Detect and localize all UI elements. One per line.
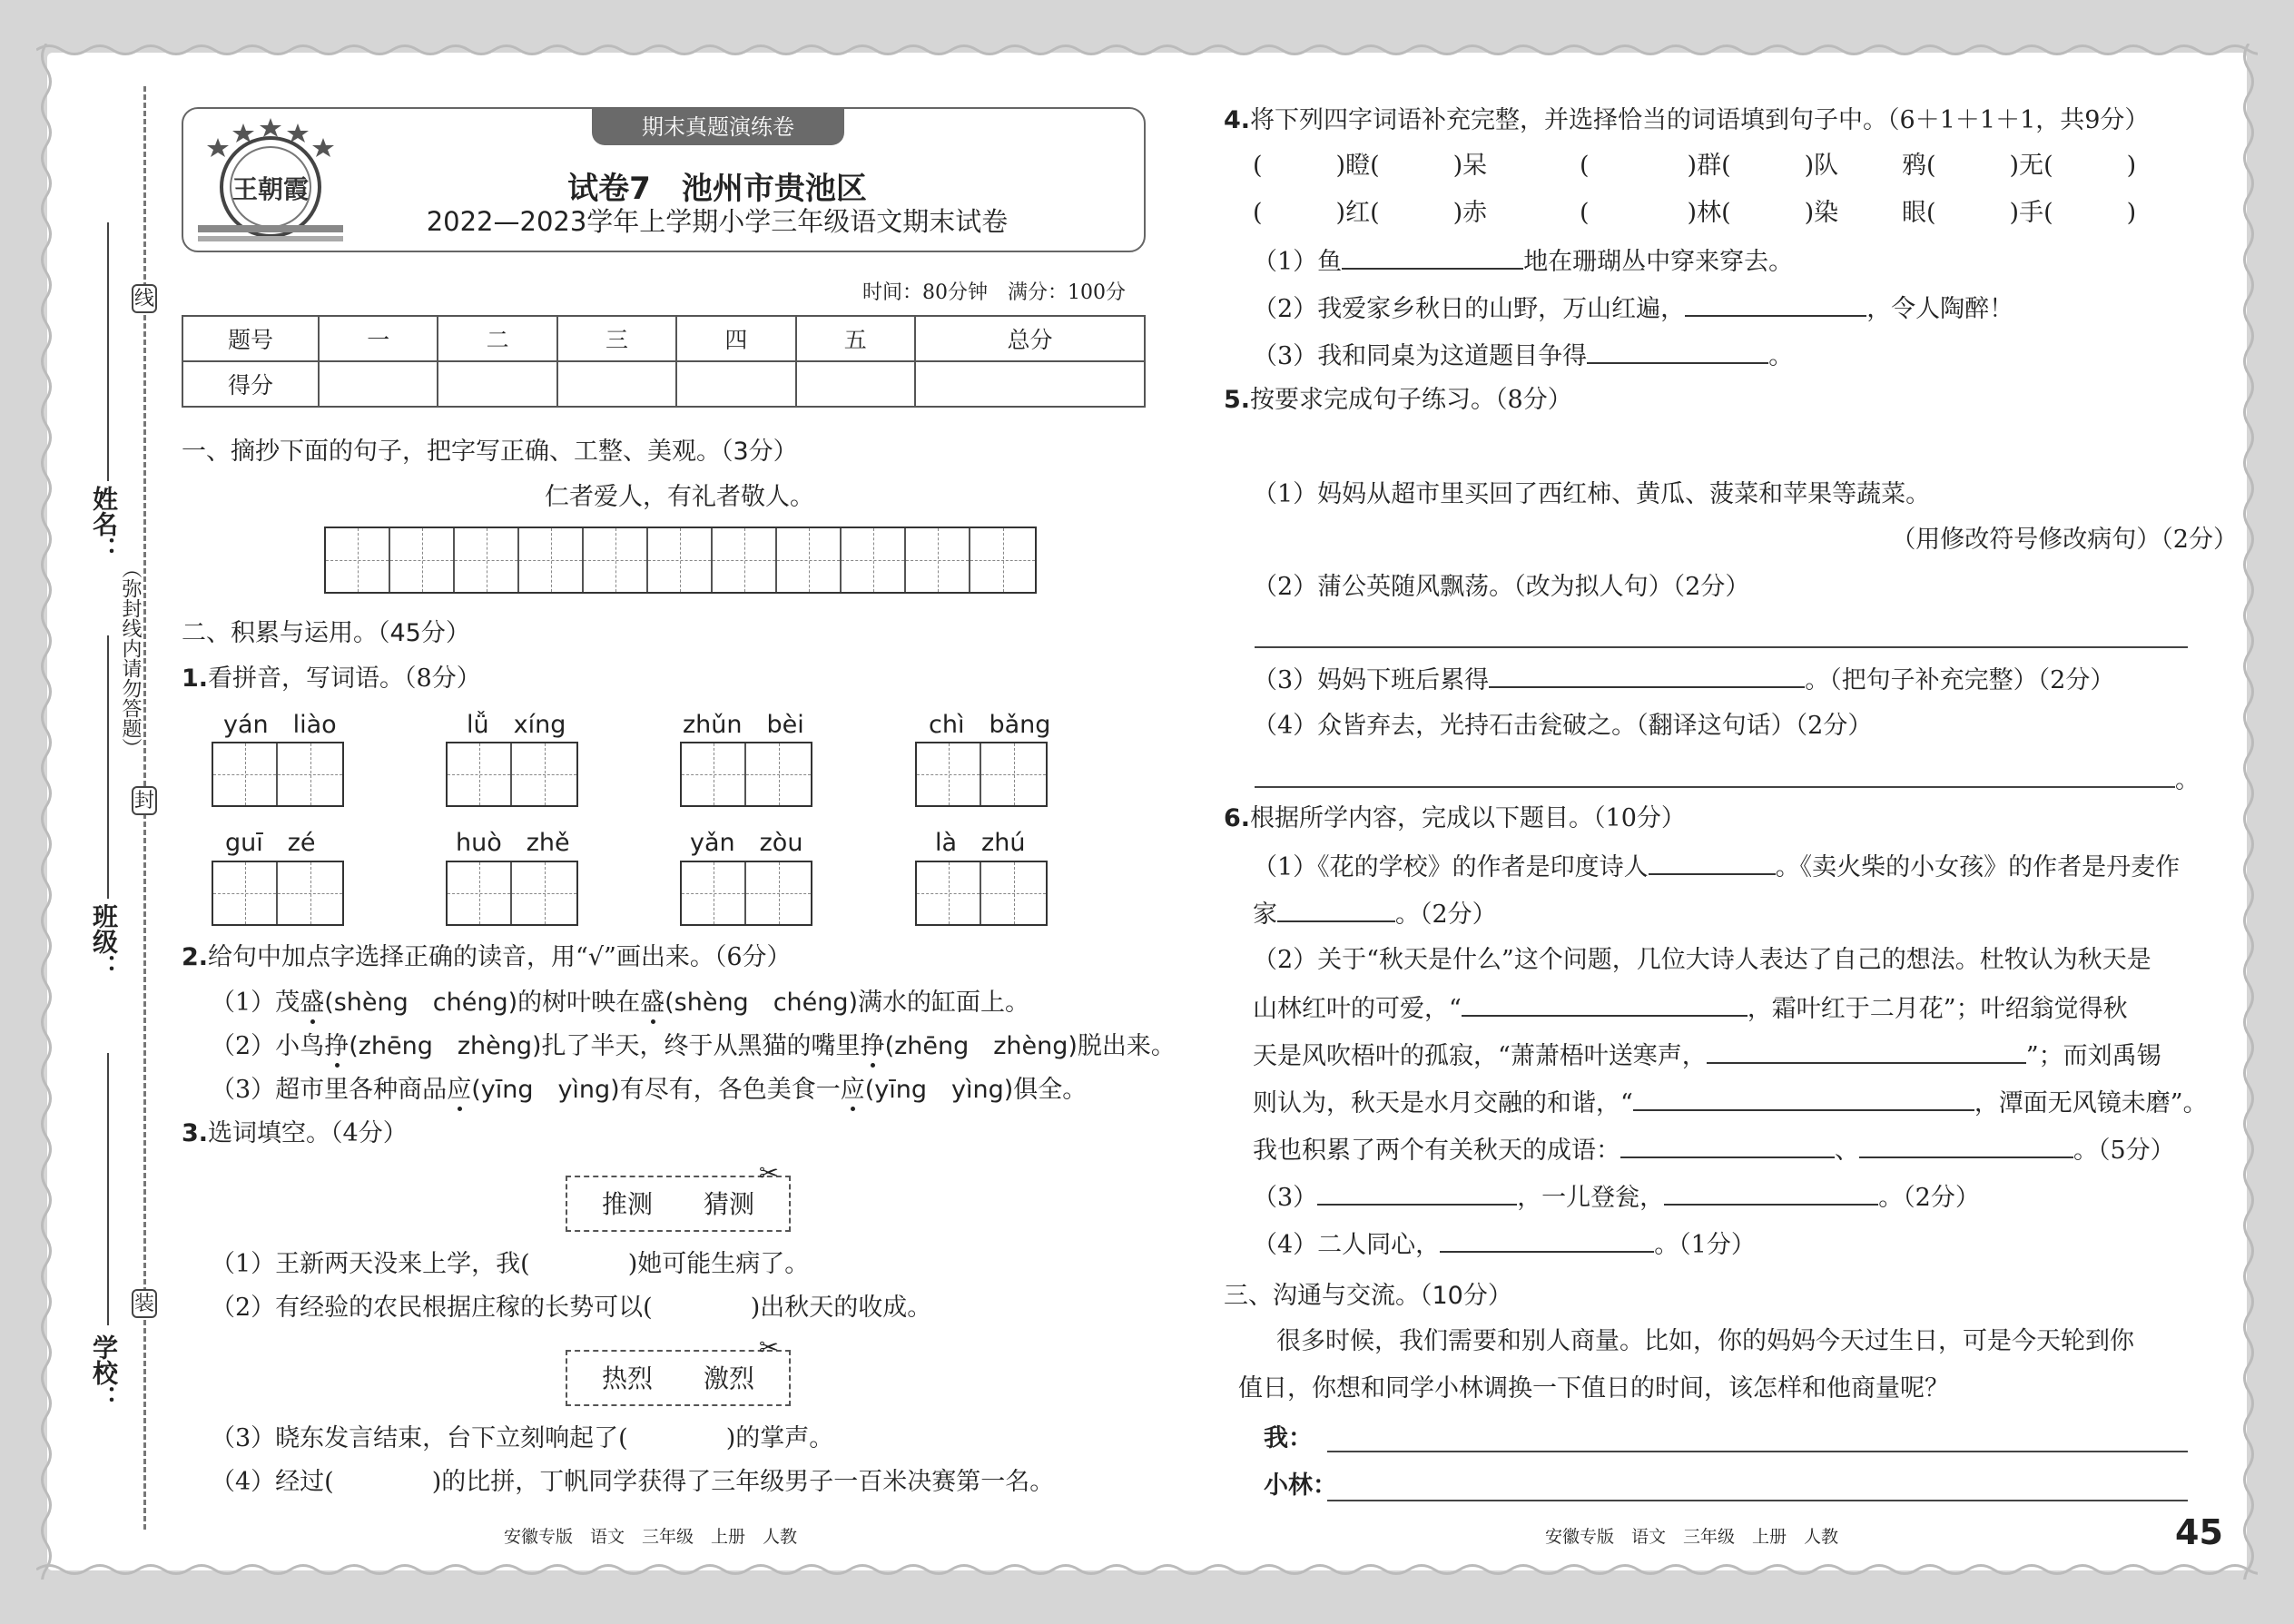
q6-line-1[interactable]: （1）《花的学校》的作者是印度诗人 。《卖火柴的小女孩》的作者是丹麦作 <box>1253 848 2180 886</box>
pinyin-label: chì bǎng <box>929 711 1051 739</box>
q3-sentence-1[interactable]: （1）王新两天没来上学，我( )她可能生病了。 <box>211 1250 810 1278</box>
me-answer-line[interactable] <box>1327 1451 2188 1452</box>
footer-right: 安徽专版 语文 三年级 上册 人教 <box>1545 1527 1839 1547</box>
pinyin-label: huò zhě <box>456 829 570 857</box>
score-cell: 题号 <box>182 316 319 361</box>
name-label: 姓名： <box>89 486 119 562</box>
idiom-fill[interactable]: ( )群( )队 <box>1580 152 1839 180</box>
publisher-logo <box>198 111 343 247</box>
q6-line-5[interactable]: 天是风吹梧叶的孤寂，“萧萧梧叶送寒声， ”；而刘禹锡 <box>1253 1037 2161 1075</box>
idiom-fill[interactable]: ( )瞪( )呆 <box>1253 152 1488 180</box>
q5-sentence-1-note: （用修改符号修改病句）（2分） <box>1891 526 2238 554</box>
q5-sentence-4: （4）众皆弃去，光持石击瓮破之。（翻译这句话）（2分） <box>1253 712 1873 740</box>
wavy-border-left <box>36 44 56 1580</box>
q6-line-4[interactable]: 山林红叶的可爱，“ ，霜叶红于二月花”；叶绍翁觉得秋 <box>1253 989 2128 1028</box>
q5-sentence-2: （2）蒲公英随风飘荡。（改为拟人句）（2分） <box>1253 573 1750 601</box>
q2-sentence-3[interactable]: （3）超市里各种商品应(yīng yìng)有尽有，各色美食一应(yīng yìng)俱全。 <box>211 1076 1088 1104</box>
q5-sentence-3[interactable]: （3）妈妈下班后累得 。（把句子补充完整）（2分） <box>1253 661 2114 699</box>
wavy-border-bottom <box>36 1560 2258 1580</box>
q3-sentence-4[interactable]: （4）经过( )的比拼，丁帆同学获得了三年级男子一百米决赛第一名。 <box>211 1468 1055 1496</box>
score-input[interactable] <box>915 361 1145 407</box>
pinyin-label: yán liào <box>223 711 337 739</box>
time-info: 时间：80分钟 满分：100分 <box>862 281 1126 304</box>
idiom-fill[interactable]: ( )林( )染 <box>1580 199 1839 227</box>
q3-sentence-2[interactable]: （2）有经验的农民根据庄稼的长势可以( )出秋天的收成。 <box>211 1294 932 1322</box>
binding-seal-feng: 封 <box>132 786 157 815</box>
wavy-border-top <box>36 40 2258 60</box>
word-grid[interactable] <box>212 861 344 926</box>
score-input[interactable] <box>557 361 676 407</box>
xiaolin-label: 小林： <box>1264 1471 1337 1500</box>
q4-line: 4.将下列四字词语补充完整，并选择恰当的词语填到句子中。（6＋1＋1＋1，共9分） <box>1224 106 2150 134</box>
q6-line-6[interactable]: 则认为，秋天是水月交融的和谐，“ ，潭面无风镜未磨”。 <box>1253 1084 2208 1122</box>
name-field[interactable] <box>107 222 109 481</box>
word-grid[interactable] <box>446 861 578 926</box>
q4-sentence-2[interactable]: （2）我爱家乡秋日的山野，万山红遍， ，令人陶醉！ <box>1253 290 2013 328</box>
word-grid[interactable] <box>680 742 812 807</box>
score-input[interactable] <box>319 361 438 407</box>
score-cell: 四 <box>676 316 795 361</box>
q6-line-3: （2）关于“秋天是什么”这个问题，几位大诗人表达了自己的想法。杜牧认为秋天是 <box>1253 946 2151 974</box>
class-field[interactable] <box>107 635 109 899</box>
q6-line-7[interactable]: 我也积累了两个有关秋天的成语： 、 。（5分） <box>1253 1131 2175 1169</box>
q4-sentence-3[interactable]: （3）我和同桌为这道题目争得 。 <box>1253 337 1793 375</box>
school-field[interactable] <box>107 1053 109 1325</box>
score-cell: 三 <box>557 316 676 361</box>
section-3-prompt-1: 很多时候，我们需要和别人商量。比如，你的妈妈今天过生日，可是今天轮到你 <box>1276 1327 2134 1355</box>
word-grid[interactable] <box>212 742 344 807</box>
pinyin-label: guī zé <box>225 829 316 857</box>
class-label: 班级： <box>89 903 119 979</box>
q2-line: 2.给句中加点字选择正确的读音，用“√”画出来。（6分） <box>182 943 792 971</box>
section-3-heading: 三、沟通与交流。（10分） <box>1224 1282 1512 1310</box>
q3-sentence-3[interactable]: （3）晓东发言结束，台下立刻响起了( )的掌声。 <box>211 1424 834 1452</box>
pinyin-label: yǎn zòu <box>690 829 803 857</box>
word-grid[interactable] <box>446 742 578 807</box>
pinyin-label: là zhú <box>935 829 1026 857</box>
word-grid[interactable] <box>915 861 1048 926</box>
idiom-fill[interactable]: 鸦( )无( ) <box>1902 152 2137 180</box>
word-choice-box-1: 推测 猜测 <box>566 1176 791 1232</box>
q6-line: 6.根据所学内容，完成以下题目。（10分） <box>1224 804 1686 832</box>
section-3-prompt-2: 值日，你想和同学小林调换一下值日的时间，该怎样和他商量呢？ <box>1238 1374 1949 1403</box>
q3-line: 3.选词填空。（4分） <box>182 1119 408 1147</box>
q2-sentence-1[interactable]: （1）茂盛(shèng chéng)的树叶映在盛(shèng chéng)满水的缸面上。 <box>211 989 1030 1017</box>
idiom-fill[interactable]: ( )红( )赤 <box>1253 199 1488 227</box>
me-label: 我： <box>1264 1424 1313 1452</box>
exam-tag: 期末真题演练卷 <box>592 109 844 145</box>
score-cell: 总分 <box>915 316 1145 361</box>
q2-sentence-2[interactable]: （2）小鸟挣(zhēng zhèng)扎了半天，终于从黑猫的嘴里挣(zhēng zhèng)脱出来。 <box>211 1032 1176 1060</box>
footer-left: 安徽专版 语文 三年级 上册 人教 <box>504 1527 798 1547</box>
idiom-fill[interactable]: 眼( )手( ) <box>1902 199 2137 227</box>
score-header-row <box>182 316 1145 361</box>
exam-subtitle: 2022—2023学年上学期小学三年级语文期末试卷 <box>426 206 1009 237</box>
word-grid[interactable] <box>915 742 1048 807</box>
q4-sentence-1[interactable]: （1）鱼 地在珊瑚丛中穿来穿去。 <box>1253 242 1793 281</box>
section-1-heading: 一、摘抄下面的句子，把字写正确、工整、美观。（3分） <box>182 438 798 466</box>
q1-line: 1.看拼音，写词语。（8分） <box>182 664 481 693</box>
copy-sentence: 仁者爱人，有礼者敬人。 <box>545 483 814 511</box>
score-table <box>182 315 1146 408</box>
word-choice-box-2: 热烈 激烈 <box>566 1350 791 1406</box>
answer-line[interactable] <box>1255 646 2188 648</box>
xiaolin-answer-line[interactable] <box>1327 1500 2188 1501</box>
wavy-border-right <box>2239 44 2259 1580</box>
exam-title: 试卷7 池州市贵池区 <box>567 171 867 207</box>
school-label: 学校： <box>89 1334 119 1411</box>
scissors-icon: ✂ <box>759 1334 779 1362</box>
answer-line[interactable] <box>1255 786 2175 788</box>
q6-line-8[interactable]: （3） ，一儿登瓮， 。（2分） <box>1253 1178 1980 1216</box>
page-number: 45 <box>2175 1512 2223 1552</box>
score-cell: 二 <box>438 316 556 361</box>
score-cell: 一 <box>319 316 438 361</box>
section-2-heading: 二、积累与运用。（45分） <box>182 619 470 647</box>
svg-text:王朝霞: 王朝霞 <box>231 174 310 204</box>
score-input[interactable] <box>796 361 915 407</box>
binding-seal-zhuang: 装 <box>132 1289 157 1318</box>
pinyin-label: lǚ xíng <box>467 711 566 739</box>
q6-line-2[interactable]: 家 。（2分） <box>1253 895 1497 933</box>
binding-note: （弥封线内请勿答题） <box>119 558 142 758</box>
score-cell: 五 <box>796 316 915 361</box>
copy-writing-grid[interactable] <box>324 527 1037 594</box>
pinyin-label: zhǔn bèi <box>683 711 804 739</box>
score-cell: 得分 <box>182 361 319 407</box>
q6-line-9[interactable]: （4）二人同心， 。（1分） <box>1253 1225 1756 1264</box>
q5-end-mark: 。 <box>2175 766 2200 794</box>
q5-sentence-1[interactable]: （1）妈妈从超市里买回了西红柿、黄瓜、菠菜和苹果等蔬菜。 <box>1253 480 1931 508</box>
q5-line: 5.按要求完成句子练习。（8分） <box>1224 386 1572 414</box>
binding-seal-xian: 线 <box>132 284 157 313</box>
scissors-icon: ✂ <box>759 1160 779 1187</box>
score-value-row <box>182 361 1145 407</box>
score-input[interactable] <box>676 361 795 407</box>
score-input[interactable] <box>438 361 556 407</box>
word-grid[interactable] <box>680 861 812 926</box>
